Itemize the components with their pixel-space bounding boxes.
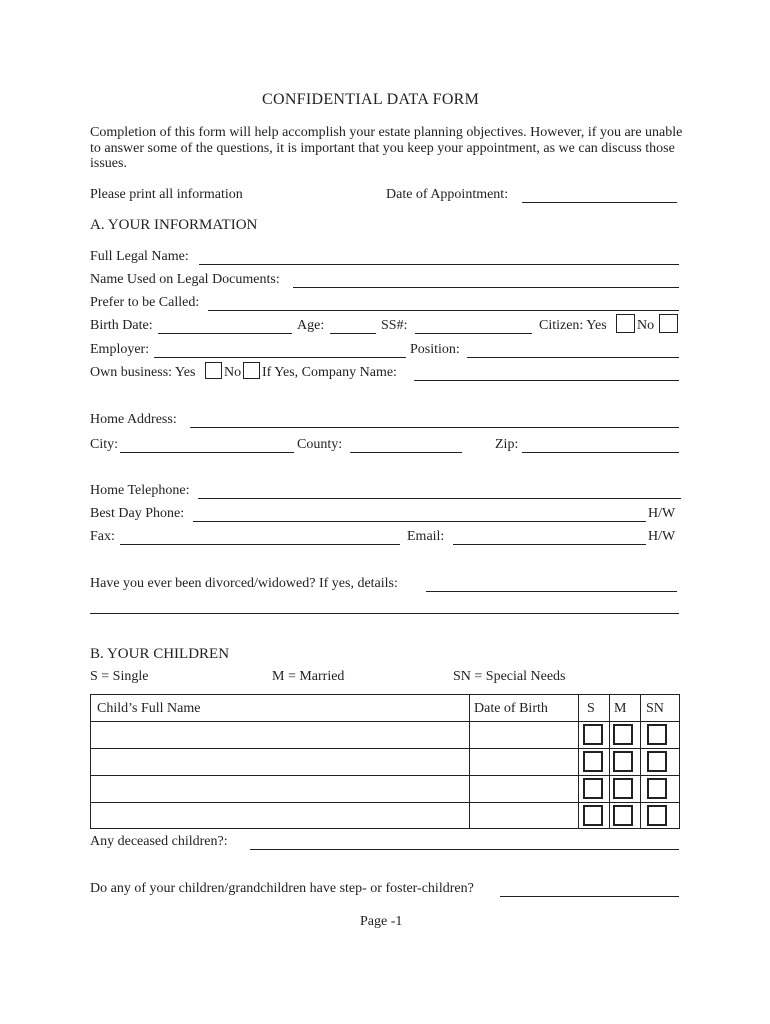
own-business-yes-checkbox[interactable] [205, 362, 222, 379]
full-legal-name-field[interactable] [199, 264, 679, 265]
row2-single-checkbox[interactable] [583, 751, 603, 772]
intro-paragraph: Completion of this form will help accomplish your estate planning objectives. However, if you are unable to answer some of the questions, it is important that you keep your appointment, as we can discuss those issues. [90, 125, 683, 171]
age-label: Age: [297, 318, 325, 333]
row3-special-needs-checkbox[interactable] [647, 778, 667, 799]
children-table [90, 694, 680, 829]
row2-married-checkbox[interactable] [613, 751, 633, 772]
fax-field[interactable] [120, 544, 400, 545]
print-note: Please print all information [90, 187, 243, 202]
header-married: M [614, 701, 627, 716]
citizen-yes-checkbox[interactable] [616, 314, 635, 333]
legend-special-needs: SN = Special Needs [453, 669, 566, 684]
row2-special-needs-checkbox[interactable] [647, 751, 667, 772]
row4-married-checkbox[interactable] [613, 805, 633, 826]
ss-field[interactable] [415, 333, 532, 334]
zip-label: Zip: [495, 437, 519, 452]
page-number: Page -1 [360, 914, 403, 929]
row3-married-checkbox[interactable] [613, 778, 633, 799]
company-name-field[interactable] [414, 380, 679, 381]
deceased-children-field[interactable] [250, 849, 679, 850]
step-foster-field[interactable] [500, 896, 679, 897]
home-address-field[interactable] [190, 427, 679, 428]
ss-label: SS#: [381, 318, 408, 333]
email-field[interactable] [453, 544, 646, 545]
divorced-details-field-2[interactable] [90, 613, 679, 614]
step-foster-label: Do any of your children/grandchildren have step- or foster-children? [90, 881, 474, 896]
deceased-children-label: Any deceased children?: [90, 834, 228, 849]
section-a-heading: A. YOUR INFORMATION [90, 217, 258, 233]
appointment-label: Date of Appointment: [386, 187, 509, 202]
divorced-details-field[interactable] [426, 591, 677, 592]
row4-single-checkbox[interactable] [583, 805, 603, 826]
row1-special-needs-checkbox[interactable] [647, 724, 667, 745]
fax-label: Fax: [90, 529, 115, 544]
own-business-yes-label: Own business: Yes [90, 365, 196, 380]
home-telephone-field[interactable] [198, 498, 681, 499]
legal-docs-name-field[interactable] [293, 287, 679, 288]
section-b-heading: B. YOUR CHILDREN [90, 646, 230, 662]
citizen-no-label: No [637, 318, 655, 333]
prefer-called-field[interactable] [208, 310, 679, 311]
header-child-name: Child’s Full Name [97, 701, 201, 716]
divorced-label: Have you ever been divorced/widowed? If yes, details: [90, 576, 398, 591]
prefer-called-label: Prefer to be Called: [90, 295, 200, 310]
header-date-of-birth: Date of Birth [474, 701, 548, 716]
employer-label: Employer: [90, 342, 150, 357]
row1-single-checkbox[interactable] [583, 724, 603, 745]
legal-docs-name-label: Name Used on Legal Documents: [90, 272, 280, 287]
header-special-needs: SN [646, 701, 664, 716]
birth-date-field[interactable] [158, 333, 292, 334]
county-label: County: [297, 437, 343, 452]
appointment-date-field[interactable] [522, 202, 677, 203]
best-day-phone-label: Best Day Phone: [90, 506, 185, 521]
header-single: S [587, 701, 595, 716]
row1-married-checkbox[interactable] [613, 724, 633, 745]
row3-single-checkbox[interactable] [583, 778, 603, 799]
best-day-phone-field[interactable] [193, 521, 646, 522]
citizen-no-checkbox[interactable] [659, 314, 678, 333]
company-name-label: If Yes, Company Name: [262, 365, 397, 380]
city-field[interactable] [120, 452, 294, 453]
own-business-no-label: No [224, 365, 242, 380]
email-label: Email: [407, 529, 445, 544]
position-field[interactable] [467, 357, 679, 358]
employer-field[interactable] [154, 357, 406, 358]
legend-single: S = Single [90, 669, 149, 684]
county-field[interactable] [350, 452, 462, 453]
birth-date-label: Birth Date: [90, 318, 153, 333]
row4-special-needs-checkbox[interactable] [647, 805, 667, 826]
legend-married: M = Married [272, 669, 345, 684]
citizen-yes-label: Citizen: Yes [539, 318, 607, 333]
home-address-label: Home Address: [90, 412, 177, 427]
own-business-no-checkbox[interactable] [243, 362, 260, 379]
form-title: CONFIDENTIAL DATA FORM [262, 91, 480, 108]
zip-field[interactable] [522, 452, 679, 453]
email-hw: H/W [648, 529, 676, 544]
age-field[interactable] [330, 333, 376, 334]
full-legal-name-label: Full Legal Name: [90, 249, 189, 264]
best-day-phone-hw: H/W [648, 506, 676, 521]
home-telephone-label: Home Telephone: [90, 483, 190, 498]
position-label: Position: [410, 342, 460, 357]
city-label: City: [90, 437, 119, 452]
